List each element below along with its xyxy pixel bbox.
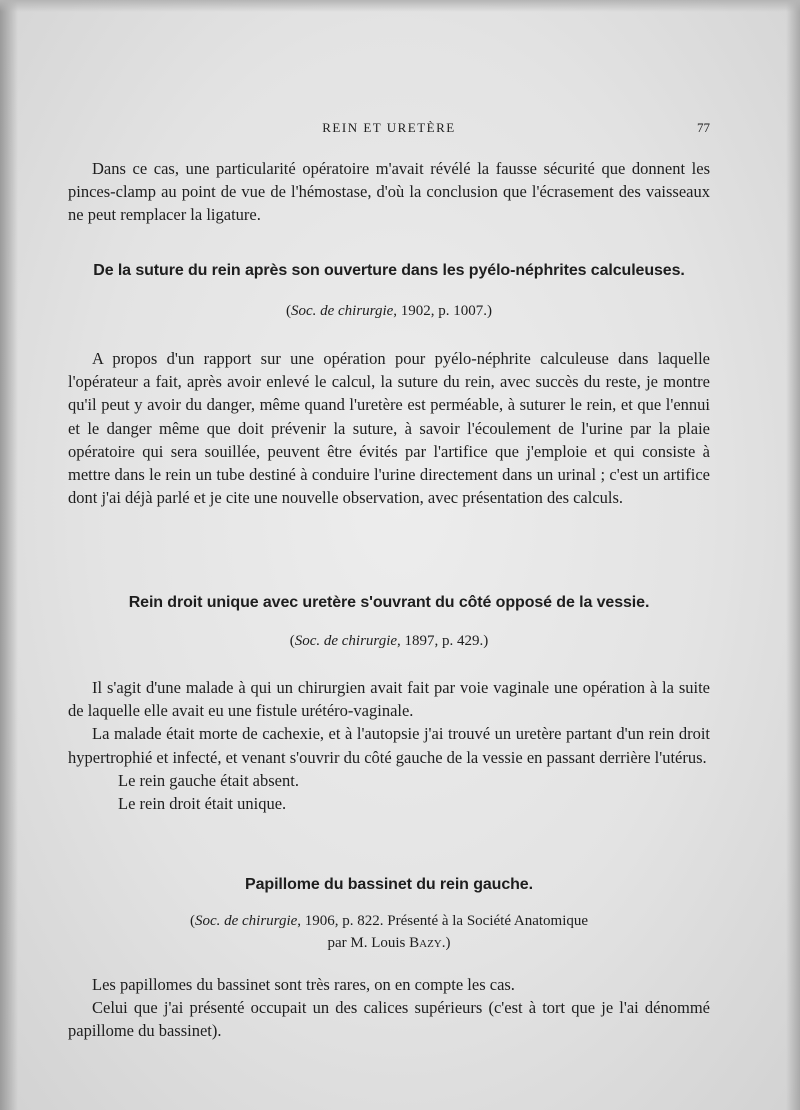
section-2-reference	[68, 633, 710, 650]
reference-author-prefix: par M. Louis	[327, 935, 410, 951]
section-papillome	[68, 876, 710, 894]
reference-author-suffix: .)	[441, 935, 451, 951]
section-3-reference	[68, 910, 710, 954]
intro-paragraph: Dans ce cas, une particularité opératoire m'avait révélé la fausse sécurité que donnent les pinces-clamp au point de vue de l'hémostase, d'où la conclusion que l'écrasement des vaisseaux ne peut remplacer la ligature.	[68, 159, 710, 225]
reference-author-name: Bazy	[409, 935, 442, 951]
section-3-body	[68, 973, 710, 1043]
intro-block	[68, 157, 710, 227]
page-shadow-top	[0, 0, 800, 12]
section-paragraph: A propos d'un rapport sur une opération pour pyélo-néphrite calculeuse dans laquelle l'opérateur a fait, après avoir enlevé le calcul, la suture du rein, avec succès du reste, je montre qu'il peut y avoir du danger, même quand l'uretère est perméable, à suturer le rein, et que l'ennui et le danger même que doit prévenir la suture, à savoir l'écoulement de l'urine par la plaie opératoire qui sera souillée, peuvent être évités par l'artifice que j'emploie et qui consiste à mettre dans le rein un tube destiné à conduire l'urine directement dans un urinal ; c'est un artifice dont j'ai déjà parlé et je cite une nouvelle observation, avec présentation des calculs.	[68, 349, 710, 508]
reference-details: , 1902, p. 1007.)	[393, 303, 493, 319]
reference-journal: Soc. de chirurgie	[194, 913, 298, 929]
section-title: Rein droit unique avec uretère s'ouvrant du côté opposé de la vessie.	[128, 594, 650, 611]
section-2-body	[68, 676, 710, 815]
running-title: REIN ET URETÈRE	[322, 120, 456, 135]
page-number: 77	[697, 120, 710, 135]
section-1-body	[68, 347, 710, 509]
page-shadow-left	[0, 0, 18, 1110]
reference-line: (Soc. de chirurgie, 1902, p. 1007.)	[285, 303, 493, 319]
section-1-reference	[68, 303, 710, 320]
reference-journal: Soc. de chirurgie	[294, 633, 398, 649]
section-paragraph: Il s'agit d'une malade à qui un chirurgien avait fait par voie vaginale une opération à la suite de laquelle elle avait eu une fistule urétéro-vaginale.	[68, 678, 710, 721]
reference-details: , 1906, p. 822. Présenté à la Société Anatomique	[297, 913, 589, 929]
reference-details: , 1897, p. 429.)	[397, 633, 489, 649]
reference-journal: Soc. de chirurgie	[290, 303, 394, 319]
section-line: Le rein gauche était absent.	[118, 770, 299, 790]
section-suture-du-rein	[68, 262, 710, 280]
section-line: Le rein droit était unique.	[118, 794, 287, 814]
section-paragraph: Les papillomes du bassinet sont très rares, on en compte les cas.	[92, 975, 515, 994]
section-rein-droit-unique	[68, 594, 710, 612]
reference-line: (Soc. de chirurgie, 1906, p. 822. Présenté à la Société Anatomique par M. Louis Bazy.)	[189, 913, 589, 951]
page-shadow-right	[786, 0, 800, 1110]
section-title: De la suture du rein après son ouverture dans les pyélo-néphrites calculeuses.	[93, 262, 685, 279]
reference-line: (Soc. de chirurgie, 1897, p. 429.)	[289, 633, 489, 649]
section-title: Papillome du bassinet du rein gauche.	[245, 876, 533, 893]
section-paragraph: La malade était morte de cachexie, et à l'autopsie j'ai trouvé un uretère partant d'un rein droit hypertrophié et infecté, et venant s'ouvrir du côté gauche de la vessie en passant derrière l'utérus.	[68, 724, 710, 767]
running-header	[68, 120, 710, 140]
section-paragraph: Celui que j'ai présenté occupait un des calices supérieurs (c'est à tort que je l'ai dénommé papillome du bassinet).	[68, 998, 710, 1041]
